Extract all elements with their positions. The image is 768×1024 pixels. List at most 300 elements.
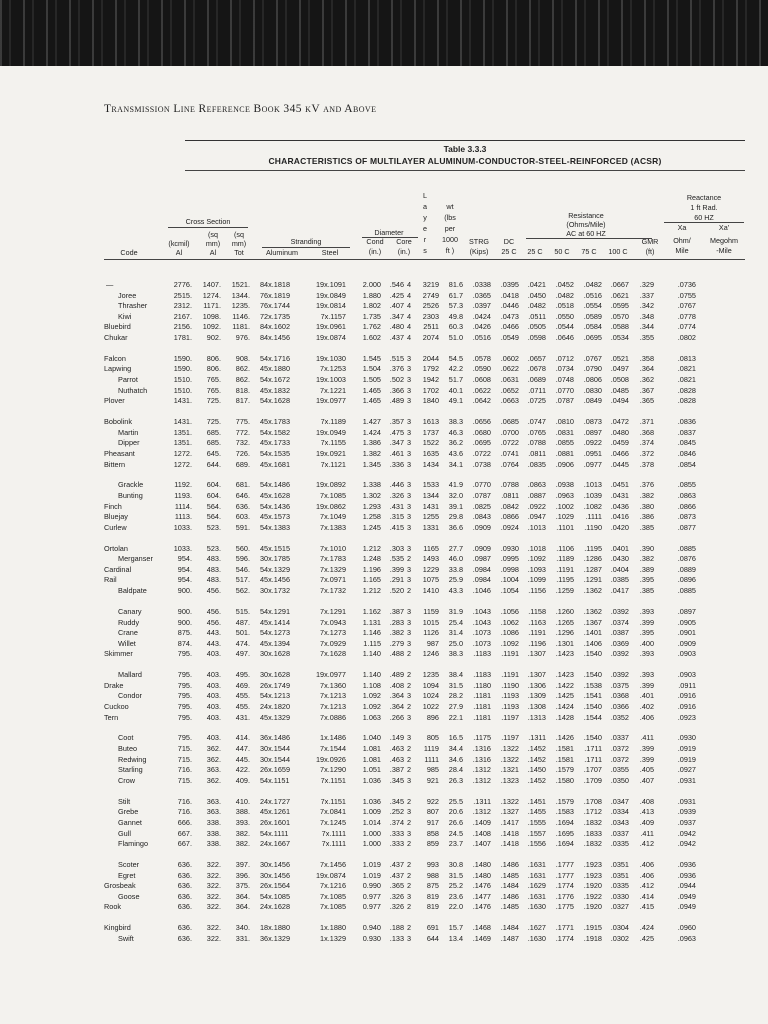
cell-sq-mm-al: 685. (206, 438, 221, 448)
cell-sq-mm-tot: 474. (235, 638, 250, 648)
cell-layers: 3 (406, 628, 412, 638)
cell-steel: 19x.1003 (315, 375, 346, 385)
cell-r-50c: .1163 (528, 617, 546, 627)
cell-kcmil-al: 1114. (174, 501, 192, 511)
table-row (0, 818, 768, 829)
cell-dc-25c: .1407 (472, 839, 491, 849)
cell-r-50c: .1156 (528, 586, 546, 596)
cell-dc-25c: .0984 (472, 575, 491, 585)
table-row (0, 512, 768, 523)
cell-r-75c: .0452 (555, 280, 574, 289)
cell-xa-prime: .0896 (677, 575, 696, 585)
cell-gmr: .0494 (610, 396, 629, 406)
cell-strength: 23.6 (448, 891, 463, 901)
cell-strength: 38.3 (448, 649, 463, 659)
table-row (0, 280, 768, 291)
cell-xa-prime: .0916 (677, 701, 696, 711)
cell-weight: 875 (426, 881, 439, 891)
cell-diam-cond: 1.245 (362, 522, 381, 532)
cell-aluminum: 54x.1111 (260, 828, 289, 838)
cell-r-75c: .0881 (555, 448, 574, 458)
cell-r-75c: .1029 (555, 512, 574, 522)
cell-sq-mm-tot: 414. (235, 733, 250, 743)
cell-aluminum: 54x.1151 (260, 775, 290, 785)
cell-sq-mm-al: 1407. (202, 280, 221, 289)
cell-diam-core: .431 (389, 501, 404, 511)
cell-aluminum: 45x.1733 (260, 438, 291, 448)
cell-dc-25c: .1480 (472, 859, 491, 869)
cell-strength: 27.7 (448, 543, 463, 553)
cell-r-100c: .1195 (584, 543, 602, 553)
cell-kcmil-al: 636. (177, 870, 192, 880)
header-layers-s: s (423, 246, 427, 255)
cell-xa-prime: .0936 (677, 870, 696, 880)
cell-diam-cond: 1.302 (362, 490, 381, 500)
cell-layers: 2 (406, 554, 412, 564)
cell-xa-prime: .0901 (677, 628, 696, 638)
cell-xa: .405 (639, 765, 654, 775)
reactance-rule (664, 222, 744, 223)
cell-diam-core: .502 (389, 375, 404, 385)
cell-r-50c: .0598 (527, 332, 546, 342)
cell-xa-prime: .0944 (677, 881, 696, 891)
table-row (0, 354, 768, 365)
cell-kcmil-al: 1351. (173, 438, 192, 448)
cell-r-25c: .1417 (500, 817, 519, 827)
cell-gmr: .0392 (610, 606, 629, 616)
cell-sq-mm-tot: 517. (235, 575, 250, 585)
cell-r-100c: .0922 (583, 438, 602, 448)
cell-code: Goose (118, 891, 140, 901)
cell-sq-mm-al: 403. (206, 712, 221, 722)
cell-kcmil-al: 667. (177, 839, 192, 849)
table-row (0, 902, 768, 913)
cell-diam-cond: 0.940 (362, 923, 381, 933)
cell-steel: 7x.1010 (320, 543, 346, 553)
cell-xa-prime: .0821 (677, 364, 696, 374)
cell-r-25c: .0764 (500, 459, 519, 469)
cell-code: Ruddy (118, 617, 140, 627)
row-group (0, 480, 768, 533)
cell-aluminum: 30x.1785 (260, 554, 291, 564)
cell-sq-mm-al: 765. (206, 385, 221, 395)
cell-diam-core: .437 (389, 859, 404, 869)
cell-kcmil-al: 636. (177, 881, 192, 891)
cell-r-25c: .1485 (500, 902, 519, 912)
cell-r-50c: .0482 (527, 301, 546, 311)
cell-xa-prime: .0931 (677, 796, 696, 806)
cell-sq-mm-tot: 388. (235, 807, 250, 817)
table-row (0, 480, 768, 491)
cell-strength: 54.5 (448, 353, 463, 363)
cell-xa-prime: .0755 (677, 290, 696, 300)
cell-diam-cond: 1.212 (362, 586, 381, 596)
cell-diam-cond: 1.051 (362, 765, 381, 775)
cell-dc-25c: .0738 (472, 459, 491, 469)
cell-r-100c: .1832 (583, 817, 602, 827)
cell-sq-mm-tot: 817. (235, 396, 250, 406)
cell-diam-cond: 2.000 (362, 280, 381, 289)
cell-xa-prime: .0828 (677, 396, 696, 406)
cell-steel: 7x.1049 (320, 512, 346, 522)
cell-r-25c: .0930 (500, 543, 519, 553)
cell-gmr: .0420 (610, 522, 629, 532)
cell-layers: 3 (406, 712, 412, 722)
cell-diam-core: .437 (389, 870, 404, 880)
cell-steel: 19x.0921 (315, 448, 346, 458)
cell-xa: .399 (639, 617, 654, 627)
cell-xa: .409 (639, 817, 654, 827)
cell-dc-25c: .1469 (472, 933, 491, 943)
cell-steel: 19x.0874 (315, 870, 346, 880)
cell-xa: .408 (639, 796, 654, 806)
cell-diam-cond: 1.465 (362, 396, 381, 406)
cell-r-25c: .0842 (500, 501, 519, 511)
table-row (0, 460, 768, 471)
cell-xa-prime: .0936 (677, 859, 696, 869)
cell-xa: .395 (639, 575, 654, 585)
cell-r-75c: .1695 (555, 828, 574, 838)
cell-xa-prime: .0909 (677, 638, 696, 648)
cell-sq-mm-tot: 560. (235, 543, 250, 553)
cell-dc-25c: .1043 (472, 617, 491, 627)
cell-r-100c: .1538 (583, 680, 602, 690)
cell-weight: 1434 (422, 459, 439, 469)
cell-r-50c: .1629 (527, 881, 546, 891)
cell-sq-mm-tot: 603. (235, 512, 250, 522)
cell-r-75c: .0646 (555, 332, 574, 342)
cell-xa: .364 (639, 364, 654, 374)
cell-code: Joree (118, 290, 137, 300)
cell-code: Rail (104, 575, 117, 585)
table-row (0, 744, 768, 755)
cell-aluminum: 30x.1628 (260, 649, 291, 659)
cell-kcmil-al: 1781. (173, 332, 192, 342)
cell-code: Kiwi (118, 311, 132, 321)
cell-r-25c: .1322 (500, 796, 519, 806)
cell-r-50c: .0689 (527, 375, 546, 385)
cell-r-25c: .1191 (501, 649, 519, 659)
cell-r-100c: .1920 (583, 881, 602, 891)
cell-kcmil-al: 954. (177, 564, 192, 574)
cell-sq-mm-al: 685. (206, 427, 221, 437)
table-row (0, 713, 768, 724)
header-megohm: Megohm (710, 236, 738, 245)
cell-dc-25c: .0825 (472, 501, 491, 511)
cell-aluminum: 54x.1436 (260, 501, 291, 511)
cell-r-50c: .0835 (527, 459, 546, 469)
header-cross-section: Cross Section (185, 217, 231, 226)
row-group (0, 354, 768, 407)
cell-r-100c: .0951 (583, 448, 602, 458)
cell-diam-core: .446 (389, 480, 404, 490)
cell-xa: .382 (639, 490, 654, 500)
table-row (0, 733, 768, 744)
cell-code: Bittern (104, 459, 126, 469)
cell-diam-cond: 1.258 (362, 512, 381, 522)
cell-aluminum: 54x.1628 (260, 396, 291, 406)
cell-sq-mm-al: 443. (206, 628, 221, 638)
header-r-25c: 25 C (527, 247, 543, 256)
cell-weight: 1792 (422, 364, 439, 374)
cell-r-100c: .0482 (583, 280, 602, 289)
cell-layers: 2 (406, 586, 412, 596)
row-group (0, 607, 768, 660)
cell-weight: 917 (426, 817, 439, 827)
cell-xa: .393 (639, 649, 654, 659)
cell-r-25c: .1054 (500, 586, 519, 596)
cell-kcmil-al: 2515. (173, 290, 192, 300)
cell-kcmil-al: 716. (177, 807, 192, 817)
cell-weight: 2749 (422, 290, 439, 300)
header-mm-al: mm) (205, 239, 221, 248)
cell-xa: .390 (639, 543, 654, 553)
cell-sq-mm-tot: 501. (235, 628, 250, 638)
cell-r-25c: .1418 (500, 828, 519, 838)
cell-xa: .372 (639, 448, 654, 458)
cell-r-25c: .1487 (500, 933, 519, 943)
cell-r-50c: .1307 (527, 670, 546, 680)
cell-code: Rook (104, 902, 122, 912)
cell-aluminum: 36x.1329 (260, 933, 291, 943)
cell-r-100c: .1544 (583, 712, 602, 722)
cell-gmr: .0330 (610, 891, 629, 901)
cell-strength: 40.1 (448, 385, 463, 395)
cell-r-100c: .1287 (583, 564, 602, 574)
table-row (0, 554, 768, 565)
cell-dc-25c: .1409 (472, 817, 491, 827)
cell-gmr: .0445 (610, 459, 629, 469)
cell-xa: .348 (639, 311, 654, 321)
cell-strength: 25.4 (448, 617, 463, 627)
cell-kcmil-al: 954. (177, 575, 192, 585)
cell-r-75c: .1260 (555, 606, 574, 616)
cell-dc-25c: .1316 (472, 754, 491, 764)
cell-steel: 7x.1253 (320, 364, 346, 374)
cell-r-100c: .1923 (583, 870, 602, 880)
cell-gmr: .0667 (610, 280, 629, 289)
cell-kcmil-al: 1192. (174, 480, 192, 490)
header-ohm: Ohm/ (673, 236, 691, 245)
table-row (0, 860, 768, 871)
cell-gmr: .0372 (610, 754, 629, 764)
table-row (0, 649, 768, 660)
cell-sq-mm-tot: 862. (235, 375, 250, 385)
cell-steel: 7x.1329 (320, 564, 346, 574)
cell-r-100c: .0767 (583, 353, 602, 363)
cell-kcmil-al: 875. (177, 628, 192, 638)
cell-strength: 39.1 (448, 501, 463, 511)
cell-gmr: .0355 (610, 765, 629, 775)
cell-weight: 1022 (422, 701, 439, 711)
cell-weight: 2074 (422, 332, 439, 342)
cell-sq-mm-al: 483. (206, 554, 221, 564)
header-layers-a: a (423, 202, 427, 211)
cell-strength: 46.3 (448, 427, 463, 437)
cell-diam-core: .387 (389, 606, 404, 616)
table-row (0, 565, 768, 576)
cell-r-100c: .0849 (583, 396, 602, 406)
header-aluminum: Aluminum (266, 248, 298, 257)
cell-diam-cond: 1.165 (362, 575, 381, 585)
cell-r-100c: .0897 (583, 427, 602, 437)
cell-strength: 32.0 (448, 490, 463, 500)
cell-weight: 1111 (424, 754, 439, 764)
cell-layers: 2 (406, 701, 412, 711)
cell-xa: .411 (640, 828, 654, 838)
cell-weight: 2303 (422, 311, 439, 321)
cell-steel: 7x.1155 (320, 438, 346, 448)
header-kips: (Kips) (469, 247, 489, 256)
cell-aluminum: 54x.1329 (260, 564, 291, 574)
cell-sq-mm-tot: 562. (235, 586, 250, 596)
cell-gmr: .0335 (610, 881, 629, 891)
cell-aluminum: 45x.1832 (260, 385, 291, 395)
cell-steel: 7x.1544 (320, 744, 346, 754)
cell-r-75c: .1774 (555, 933, 574, 943)
cell-r-75c: .0734 (555, 364, 574, 374)
cell-weight: 1235 (422, 670, 439, 680)
cell-diam-cond: 1.735 (362, 311, 381, 321)
cell-diam-cond: 1.196 (362, 564, 381, 574)
cell-weight: 988 (426, 870, 439, 880)
cell-gmr: .0375 (610, 680, 629, 690)
cell-dc-25c: .0695 (472, 438, 491, 448)
cell-diam-core: .345 (389, 796, 404, 806)
cell-sq-mm-al: 725. (206, 396, 221, 406)
cell-sq-mm-al: 363. (206, 807, 221, 817)
cell-steel: 7x.0943 (320, 617, 346, 627)
cell-layers: 3 (406, 807, 412, 817)
cell-xa: .389 (639, 564, 654, 574)
cell-dc-25c: .1312 (472, 775, 491, 785)
cell-xa-prime: .0963 (677, 933, 696, 943)
cell-strength: 51.0 (448, 332, 463, 342)
cell-xa-prime: .0919 (677, 754, 696, 764)
cell-aluminum: 45x.1628 (260, 490, 291, 500)
table-number: Table 3.3.3 (443, 144, 487, 154)
cell-weight: 1613 (422, 417, 439, 427)
cell-layers: 3 (406, 575, 412, 585)
cell-gmr: .0304 (610, 923, 629, 933)
cell-code: Merganser (118, 554, 153, 564)
cell-weight: 1840 (422, 396, 439, 406)
row-group (0, 670, 768, 723)
cell-xa: .367 (639, 385, 654, 395)
cell-steel: 7x.1189 (320, 417, 346, 427)
cell-xa-prime: .0854 (677, 459, 696, 469)
cell-r-100c: .1540 (583, 701, 602, 711)
cell-steel: 7x.1383 (320, 522, 346, 532)
cell-weight: 1119 (423, 744, 439, 754)
cell-strength: 38.3 (448, 417, 463, 427)
cell-dc-25c: .0680 (472, 427, 491, 437)
cell-sq-mm-tot: 908. (235, 353, 250, 363)
cell-r-25c: .1004 (500, 575, 519, 585)
cell-dc-25c: .1476 (472, 881, 491, 891)
cell-xa: .411 (640, 733, 654, 743)
cell-weight: 1344 (422, 490, 439, 500)
cell-diam-cond: 1.802 (362, 301, 381, 311)
cell-r-50c: .1631 (527, 891, 546, 901)
cell-kcmil-al: 900. (177, 617, 192, 627)
cell-weight: 1410 (422, 586, 439, 596)
cell-weight: 1075 (422, 575, 439, 585)
cell-r-75c: .1265 (555, 617, 574, 627)
cell-code: Grebe (118, 807, 139, 817)
cell-sq-mm-tot: 681. (235, 480, 250, 490)
cell-r-25c: .1191 (501, 670, 519, 680)
cell-weight: 1126 (423, 628, 439, 638)
cell-code: Crane (118, 628, 138, 638)
cell-xa-prime: .0821 (677, 375, 696, 385)
cell-gmr: .0366 (610, 701, 629, 711)
cell-layers: 2 (406, 839, 412, 849)
cell-xa: .399 (639, 744, 654, 754)
row-group (0, 923, 768, 944)
cell-steel: 7x.1216 (320, 881, 346, 891)
cell-diam-core: .489 (389, 396, 404, 406)
cell-diam-core: .515 (389, 353, 404, 363)
cell-diam-cond: 1.036 (362, 775, 381, 785)
header-wt-1000: 1000 (442, 235, 458, 244)
cell-layers: 2 (406, 744, 412, 754)
cell-strength: 31.5 (448, 680, 463, 690)
cell-dc-25c: .1311 (473, 796, 491, 806)
cell-dc-25c: .0516 (472, 332, 491, 342)
cell-sq-mm-al: 403. (206, 670, 221, 680)
row-group (0, 797, 768, 850)
cell-sq-mm-al: 443. (206, 638, 221, 648)
cell-sq-mm-al: 902. (206, 332, 221, 342)
header-wt-ft: ft ) (445, 246, 455, 255)
cell-weight: 993 (426, 859, 439, 869)
cell-r-25c: .0741 (500, 448, 519, 458)
cell-sq-mm-tot: 375. (235, 881, 250, 891)
cell-diam-core: .364 (389, 691, 404, 701)
cell-dc-25c: .1468 (472, 923, 491, 933)
cell-r-75c: .0787 (555, 396, 574, 406)
cell-kcmil-al: 715. (177, 744, 192, 754)
cell-sq-mm-al: 338. (206, 817, 221, 827)
table-row (0, 364, 768, 375)
cell-gmr: .0351 (610, 859, 629, 869)
cell-r-75c: .1301 (555, 638, 574, 648)
cell-kcmil-al: 1590. (173, 364, 192, 374)
table-row (0, 670, 768, 681)
cell-gmr: .0302 (610, 933, 629, 943)
cell-gmr: .0372 (610, 744, 629, 754)
cell-aluminum: 30x.1456 (260, 859, 291, 869)
cell-diam-core: .546 (389, 280, 404, 289)
table-row (0, 544, 768, 555)
cell-r-50c: .1630 (527, 902, 546, 912)
cell-steel: 7x.1085 (320, 902, 346, 912)
cell-strength: 36.6 (448, 522, 463, 532)
cell-weight: 1533 (422, 480, 439, 490)
header-resistance: Resistance (568, 211, 604, 220)
cell-kcmil-al: 1033. (173, 543, 192, 553)
cell-diam-core: .408 (389, 680, 404, 690)
cell-xa-prime: .0855 (677, 480, 696, 490)
cell-r-25c: .1322 (500, 744, 519, 754)
cell-diam-cond: 1.762 (362, 322, 381, 332)
cell-strength: 38.4 (448, 670, 463, 680)
cell-diam-core: .252 (389, 807, 404, 817)
header-wt: wt (446, 202, 454, 211)
cell-r-50c: .1306 (527, 680, 546, 690)
cell-diam-core: .463 (389, 754, 404, 764)
